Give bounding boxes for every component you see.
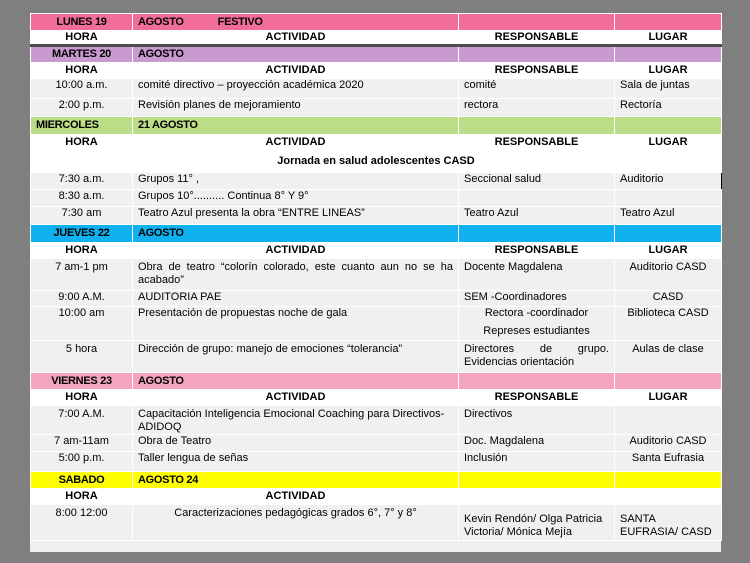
actividad-header: ACTIVIDAD <box>133 31 459 46</box>
lugar-cell: Rectoría <box>615 99 722 117</box>
lugar-cell: Santa Eufrasia <box>615 452 722 472</box>
responsable-cell: comité <box>459 79 615 99</box>
actividad-cell: Grupos 11° , <box>133 173 459 190</box>
responsable-cell: Doc. Magdalena <box>459 435 615 452</box>
actividad-header: ACTIVIDAD <box>133 63 459 79</box>
hora-header: HORA <box>31 489 133 505</box>
day-label: MARTES 20 <box>31 46 133 63</box>
month-label: AGOSTO <box>133 225 459 243</box>
jornada-row <box>31 151 722 173</box>
month-label: AGOSTO <box>133 373 459 390</box>
lugar-cell: Auditorio CASD <box>615 259 722 291</box>
actividad-header: ACTIVIDAD <box>133 135 459 151</box>
hora-cell: 9:00 A.M. <box>31 291 133 307</box>
day-label: JUEVES 22 <box>31 225 133 243</box>
day-label: SABADO <box>31 472 133 489</box>
table-row <box>31 307 722 341</box>
day-row-sabado <box>31 472 722 489</box>
responsable-cell: rectora <box>459 99 615 117</box>
lugar-cell <box>615 406 722 435</box>
table-row <box>31 435 722 452</box>
month-label: AGOSTO <box>133 46 459 63</box>
actividad-cell: comité directivo – proyección académica 2020 <box>133 79 459 99</box>
responsable-cell <box>459 307 615 341</box>
lugar-header: LUGAR <box>615 63 722 79</box>
responsable-cell: Docente Magdalena <box>459 259 615 291</box>
hora-cell: 10:00 am <box>31 307 133 341</box>
header-row <box>31 135 722 151</box>
table-row <box>31 207 722 225</box>
hora-cell: 7:30 a.m. <box>31 173 133 190</box>
day-row-viernes <box>31 373 722 390</box>
month-label: 21 AGOSTO <box>133 117 459 135</box>
hora-cell: 8:30 a.m. <box>31 190 133 207</box>
day-row-martes <box>31 46 722 63</box>
table-row <box>31 505 722 541</box>
actividad-header: ACTIVIDAD <box>133 489 459 505</box>
month-text: AGOSTO <box>138 15 184 28</box>
day-label: VIERNES 23 <box>31 373 133 390</box>
responsable-header: RESPONSABLE <box>459 63 615 79</box>
responsable-cell: Directivos <box>459 406 615 435</box>
hora-cell: 2:00 p.m. <box>31 99 133 117</box>
table-row <box>31 259 722 291</box>
lugar-header: LUGAR <box>615 135 722 151</box>
lugar-cell: Aulas de clase <box>615 341 722 373</box>
actividad-cell: Obra de Teatro <box>133 435 459 452</box>
hora-cell: 10:00 a.m. <box>31 79 133 99</box>
jornada-title: Jornada en salud adolescentes CASD <box>31 151 722 173</box>
table-row <box>31 99 722 117</box>
actividad-cell: Capacitación Inteligencia Emocional Coaching para Directivos- ADIDOQ <box>133 406 459 435</box>
lugar-cell: Biblioteca CASD <box>615 307 722 341</box>
day-row-lunes <box>31 14 722 31</box>
lugar-cell <box>615 190 722 207</box>
actividad-header: ACTIVIDAD <box>133 243 459 259</box>
actividad-cell: Presentación de propuestas noche de gala <box>133 307 459 341</box>
lugar-header: LUGAR <box>615 31 722 46</box>
table-row <box>31 341 722 373</box>
responsable-cell: Teatro Azul <box>459 207 615 225</box>
hora-cell: 7:30 am <box>31 207 133 225</box>
responsable-cell: Inclusión <box>459 452 615 472</box>
day-row-miercoles <box>31 117 722 135</box>
header-row <box>31 489 722 505</box>
table-row <box>31 79 722 99</box>
table-row <box>31 291 722 307</box>
actividad-cell: Caracterizaciones pedagógicas grados 6°, 7° y 8° <box>133 505 459 541</box>
actividad-cell: Revisión planes de mejoramiento <box>133 99 459 117</box>
lugar-cell: SANTA EUFRASIA/ CASD <box>615 505 722 541</box>
actividad-cell: Dirección de grupo: manejo de emociones “tolerancia” <box>133 341 459 373</box>
actividad-cell: Taller lengua de señas <box>133 452 459 472</box>
lugar-cell: Teatro Azul <box>615 207 722 225</box>
table-row <box>31 173 722 190</box>
hora-cell: 7 am-11am <box>31 435 133 452</box>
month-label: AGOSTO 24 <box>133 472 459 489</box>
responsable-cell: Seccional salud <box>459 173 615 190</box>
day-label: LUNES 19 <box>31 14 133 31</box>
schedule-sheet <box>30 13 721 552</box>
responsable-line: Rectora -coordinador <box>484 307 589 319</box>
header-row <box>31 243 722 259</box>
table-row <box>31 406 722 435</box>
hora-cell: 5 hora <box>31 341 133 373</box>
lugar-cell: Auditorio <box>615 173 722 190</box>
month-label <box>133 14 459 31</box>
actividad-cell: Grupos 10°.......... Continua 8° Y 9° <box>133 190 459 207</box>
day-label: MIERCOLES <box>31 117 133 135</box>
table-row <box>31 452 722 472</box>
hora-header: HORA <box>31 135 133 151</box>
actividad-cell: AUDITORIA PAE <box>133 291 459 307</box>
responsable-line: Represes estudiantes <box>483 325 590 337</box>
responsable-header: RESPONSABLE <box>459 31 615 46</box>
hora-header: HORA <box>31 243 133 259</box>
hora-header: HORA <box>31 390 133 406</box>
hora-cell: 5:00 p.m. <box>31 452 133 472</box>
lugar-header: LUGAR <box>615 243 722 259</box>
responsable-cell: Directores de grupo. Evidencias orientación <box>459 341 615 373</box>
weekly-schedule-table <box>30 13 722 541</box>
actividad-header: ACTIVIDAD <box>133 390 459 406</box>
hora-cell: 8:00 12:00 <box>31 505 133 541</box>
lugar-cell: Auditorio CASD <box>615 435 722 452</box>
header-row <box>31 390 722 406</box>
actividad-cell: Teatro Azul presenta la obra “ENTRE LINEAS” <box>133 207 459 225</box>
responsable-cell: SEM -Coordinadores <box>459 291 615 307</box>
table-row <box>31 190 722 207</box>
hora-cell: 7 am-1 pm <box>31 259 133 291</box>
hora-header: HORA <box>31 31 133 46</box>
header-row <box>31 63 722 79</box>
hora-header: HORA <box>31 63 133 79</box>
hora-cell: 7:00 A.M. <box>31 406 133 435</box>
lugar-cell: Sala de juntas <box>615 79 722 99</box>
header-row <box>31 31 722 46</box>
responsable-header: RESPONSABLE <box>459 390 615 406</box>
responsable-cell <box>459 190 615 207</box>
responsable-header: RESPONSABLE <box>459 135 615 151</box>
responsable-cell: Kevin Rendón/ Olga Patricia Victoria/ Mónica Mejía <box>459 505 615 541</box>
holiday-note: FESTIVO <box>217 15 263 28</box>
day-row-jueves <box>31 225 722 243</box>
lugar-header: LUGAR <box>615 390 722 406</box>
actividad-cell: Obra de teatro “colorín colorado, este cuanto aun no se ha acabado” <box>133 259 459 291</box>
lugar-cell: CASD <box>615 291 722 307</box>
responsable-header: RESPONSABLE <box>459 243 615 259</box>
